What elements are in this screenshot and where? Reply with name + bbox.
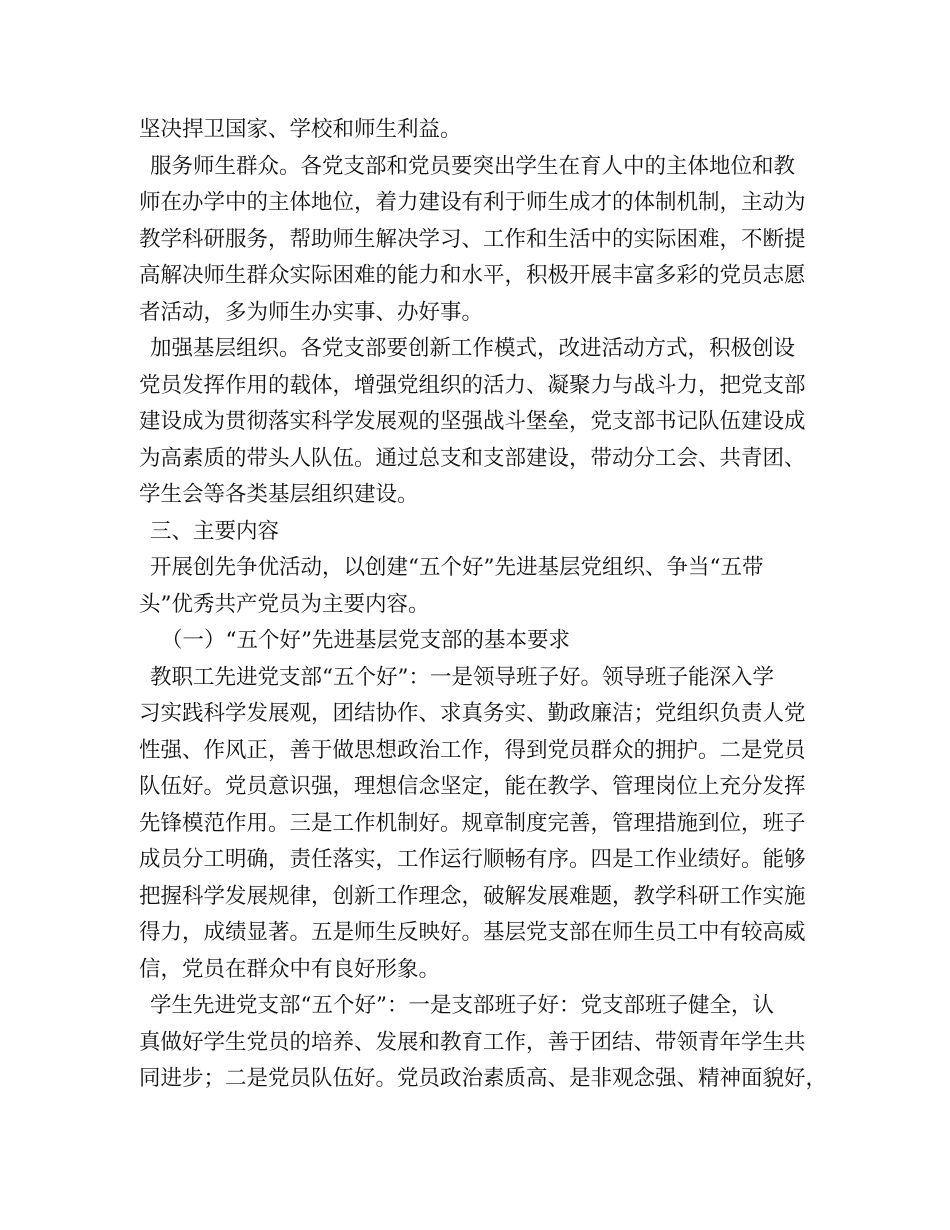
text-line: 教职工先进党支部“五个好”：一是领导班子好。领导班子能深入学 [150, 664, 774, 690]
text-line: 服务师生群众。各党支部和党员要突出学生在育人中的主体地位和教 [150, 153, 796, 179]
text-line: 把握科学发展规律，创新工作理念，破解发展难题，教学科研工作实施 [139, 883, 806, 909]
text-line: 加强基层组织。各党支部要创新工作模式，改进活动方式，积极创设 [150, 336, 796, 361]
section-heading: 三、主要内容 [150, 518, 280, 544]
text-line: 头”优秀共产党员为主要内容。 [139, 591, 430, 617]
text-line: 开展创先争优活动，以创建“五个好”先进基层党组织、争当“五带 [150, 555, 764, 580]
text-line: 教学科研服务，帮助师生解决学习、工作和生活中的实际困难，不断提 [139, 226, 806, 252]
text-line: 习实践科学发展观，团结协作、求真务实、勤政廉洁；党组织负责人党 [139, 701, 806, 726]
text-line: 党员发挥作用的载体，增强党组织的活力、凝聚力与战斗力，把党支部 [139, 372, 806, 398]
text-line: 学生先进党支部“五个好”：一是支部班子好：党支部班子健全，认 [150, 993, 774, 1018]
text-line: 队伍好。党员意识强，理想信念坚定，能在教学、管理岗位上充分发挥 [139, 774, 806, 799]
text-line: 建设成为贯彻落实科学发展观的坚强战斗堡垒，党支部书记队伍建设成 [139, 409, 806, 434]
text-line: 信，党员在群众中有良好形象。 [139, 956, 441, 982]
document-body [139, 112, 829, 1098]
subsection-heading: （一）“五个好”先进基层党支部的基本要求 [161, 628, 570, 653]
text-line: 学生会等各类基层组织建设。 [139, 482, 419, 507]
text-line: 师在办学中的主体地位，着力建设有利于师生成才的体制机制，主动为 [139, 190, 806, 215]
text-line: 得力，成绩显著。五是师生反映好。基层党支部在师生员工中有较高威 [139, 920, 806, 945]
text-line: 成员分工明确，责任落实，工作运行顺畅有序。四是工作业绩好。能够 [139, 847, 806, 872]
text-line: 为高素质的带头人队伍。通过总支和支部建设，带动分工会、共青团、 [139, 445, 806, 471]
text-line: 高解决师生群众实际困难的能力和水平，积极开展丰富多彩的党员志愿 [139, 263, 806, 288]
text-line: 坚决捍卫国家、学校和师生利益。 [139, 117, 462, 142]
text-line: 者活动，多为师生办实事、办好事。 [139, 299, 484, 325]
text-line: 真做好学生党员的培养、发展和教育工作，善于团结、带领青年学生共 [139, 1029, 806, 1055]
text-line: 同进步；二是党员队伍好。党员政治素质高、是非观念强、精神面貌好， [139, 1066, 828, 1091]
text-line: 先锋模范作用。三是工作机制好。规章制度完善，管理措施到位，班子 [139, 810, 806, 836]
text-line: 性强、作风正，善于做思想政治工作，得到党员群众的拥护。二是党员 [139, 737, 806, 763]
